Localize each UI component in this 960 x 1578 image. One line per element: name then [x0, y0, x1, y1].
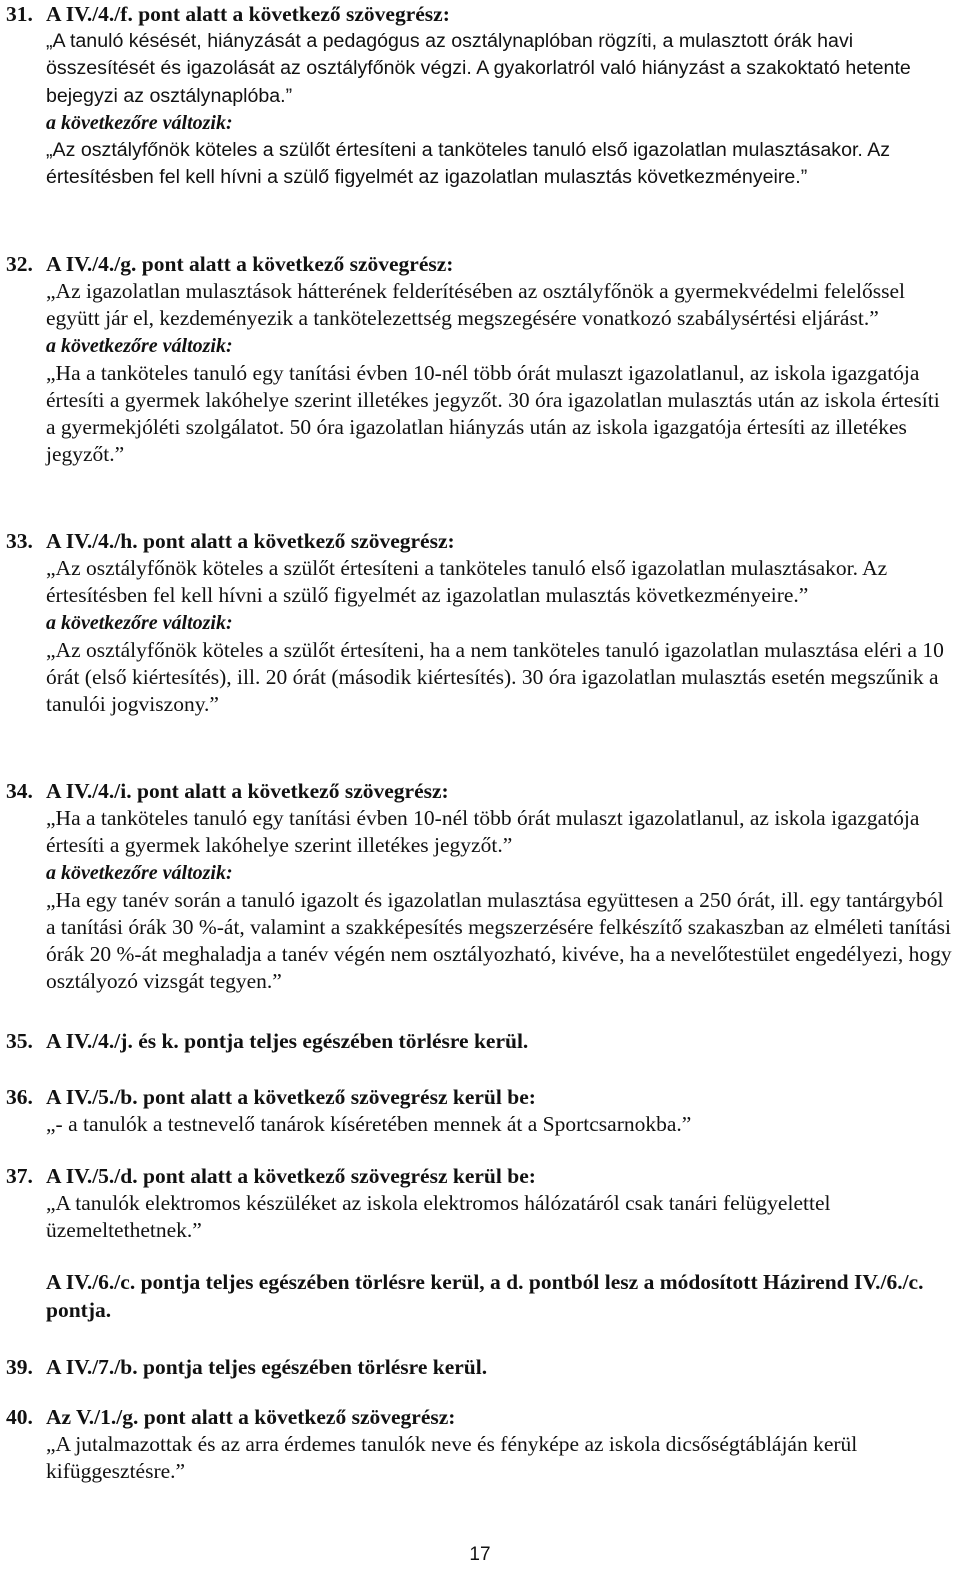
changes-label: a következőre változik: [46, 334, 233, 357]
amendment-38 [6, 1268, 954, 1324]
amendment-number: 32. [6, 252, 33, 276]
replacement-text: „Az osztályfőnök köteles a szülőt értesíteni, ha a nem tanköteles tanuló igazolatlan mulasztása eléri a 10 órát (első kiértesítés), ill. 20 órát (második kiértesítés). 30 óra igazolatlan mulasztás esetén megszűnik a tanulói jogviszony.” [46, 637, 944, 717]
amendment-heading [6, 777, 954, 805]
amendment-number [6, 1268, 46, 1296]
amendment-title: A IV./4./j. és k. pontja teljes egészében törlésre kerül. [46, 1029, 529, 1053]
amendment-36 [6, 1083, 954, 1138]
original-text: „Az osztályfőnök köteles a szülőt értesíteni a tanköteles tanuló első igazolatlan mulasztásakor. Az értesítésben fel kell hívni a szülő figyelmét az igazolatlan mulasztás következményeire.” [46, 556, 888, 608]
original-text: „A tanuló késését, hiányzását a pedagógus az osztálynaplóban rögzíti, a mulasztott órák havi összesítését és igazolását az osztályfőnök végzi. A gyakorlatról való hiányzást a szakoktató hetente bejegyzi az osztálynaplóba.” [46, 30, 911, 107]
page-number: 17 [469, 1544, 491, 1565]
amendment-number: 37. [6, 1164, 33, 1188]
changes-label: a következőre változik: [46, 611, 233, 634]
amendment-35 [6, 1027, 954, 1055]
amendment-31 [6, 0, 954, 191]
amendment-number: 39. [6, 1355, 33, 1379]
original-text: „Az igazolatlan mulasztások hátterének felderítésében az osztályfőnök a gyermekvédelmi felelőssel együtt jár el, kezdeményezik a tankötelezettség megszegésére vonatkozó szabálysértési eljárást.” [46, 279, 906, 331]
replacement-text: „Ha a tanköteles tanuló egy tanítási évben 10-nél több órát mulaszt igazolatlanul, az iskola igazgatója értesíti a gyermek lakóhelye szerint illetékes jegyzőt. 30 óra igazolatlan mulasztás után az iskola értesíti a gyermekjóléti szolgálatot. 50 óra igazolatlan hiányzás után az iskola igazgatója értesíti az illetékes jegyzőt.” [46, 360, 940, 467]
amendment-39 [6, 1353, 954, 1381]
amendment-heading [6, 527, 954, 555]
amendment-title: A IV./4./h. pont alatt a következő szövegrész: [46, 529, 455, 553]
amendment-number: 34. [6, 779, 33, 803]
amendment-heading [6, 1353, 954, 1381]
amendment-heading [6, 250, 954, 278]
changes-label: a következőre változik: [46, 111, 233, 134]
amendment-title: A IV./5./d. pont alatt a következő szövegrész kerül be: [46, 1164, 536, 1188]
amendment-heading [6, 1268, 954, 1324]
amendment-number: 40. [6, 1405, 33, 1429]
changes-label: a következőre változik: [46, 861, 233, 884]
replacement-text: „Ha egy tanév során a tanuló igazolt és igazolatlan mulasztása együttesen a 250 órát, ill. egy tantárgyból a tanítási órák 30 %-át, valamint a szakképesítés megszerzésére felkészítő szakaszban az elméleti tanítási órák 20 %-át meghaladja a tanév végén nem osztályozható, kivéve, ha a nevelőtestület engedélyezi, hogy osztályozó vizsgát tegyen.” [46, 887, 952, 994]
amendment-34 [6, 777, 954, 996]
amendment-40 [6, 1403, 954, 1486]
inserted-text: „- a tanulók a testnevelő tanárok kíséretében mennek át a Sportcsarnokba.” [46, 1112, 692, 1136]
amendment-heading [6, 0, 954, 28]
amendment-title: A IV./6./c. pontja teljes egészében törlésre kerül, a d. pontból lesz a módosított Házirend IV./6./c. pontja. [46, 1270, 924, 1322]
amendment-33 [6, 527, 954, 718]
amendment-heading [6, 1403, 954, 1431]
amendment-32 [6, 250, 954, 469]
amendment-number: 31. [6, 2, 33, 26]
amendment-title: A IV./7./b. pontja teljes egészében törlésre kerül. [46, 1355, 488, 1379]
inserted-text: „A jutalmazottak és az arra érdemes tanulók neve és fényképe az iskola dicsőségtábláján kerül kifüggesztésre.” [46, 1432, 858, 1484]
amendment-title: A IV./4./i. pont alatt a következő szövegrész: [46, 779, 449, 803]
amendment-number: 36. [6, 1085, 33, 1109]
amendment-title: A IV./5./b. pont alatt a következő szövegrész kerül be: [46, 1085, 536, 1109]
inserted-text: „A tanulók elektromos készüléket az iskola elektromos hálózatáról csak tanári felügyelettel üzemeltethetnek.” [46, 1191, 831, 1243]
original-text: „Ha a tanköteles tanuló egy tanítási évben 10-nél több órát mulaszt igazolatlanul, az iskola igazgatója értesíti a gyermek lakóhelye szerint illetékes jegyzőt.” [46, 806, 920, 858]
amendment-number: 33. [6, 529, 33, 553]
amendment-heading [6, 1027, 954, 1055]
amendment-title: A IV./4./g. pont alatt a következő szövegrész: [46, 252, 454, 276]
amendment-title: Az V./1./g. pont alatt a következő szövegrész: [46, 1405, 456, 1429]
amendment-heading [6, 1162, 954, 1190]
amendment-title: A IV./4./f. pont alatt a következő szövegrész: [46, 2, 450, 26]
amendment-heading [6, 1083, 954, 1111]
amendment-37 [6, 1162, 954, 1245]
replacement-text: „Az osztályfőnök köteles a szülőt értesíteni a tanköteles tanuló első igazolatlan mulasztásakor. Az értesítésben fel kell hívni a szülő figyelmét az igazolatlan mulasztás következményeire.” [46, 138, 891, 189]
amendment-number: 35. [6, 1029, 33, 1053]
